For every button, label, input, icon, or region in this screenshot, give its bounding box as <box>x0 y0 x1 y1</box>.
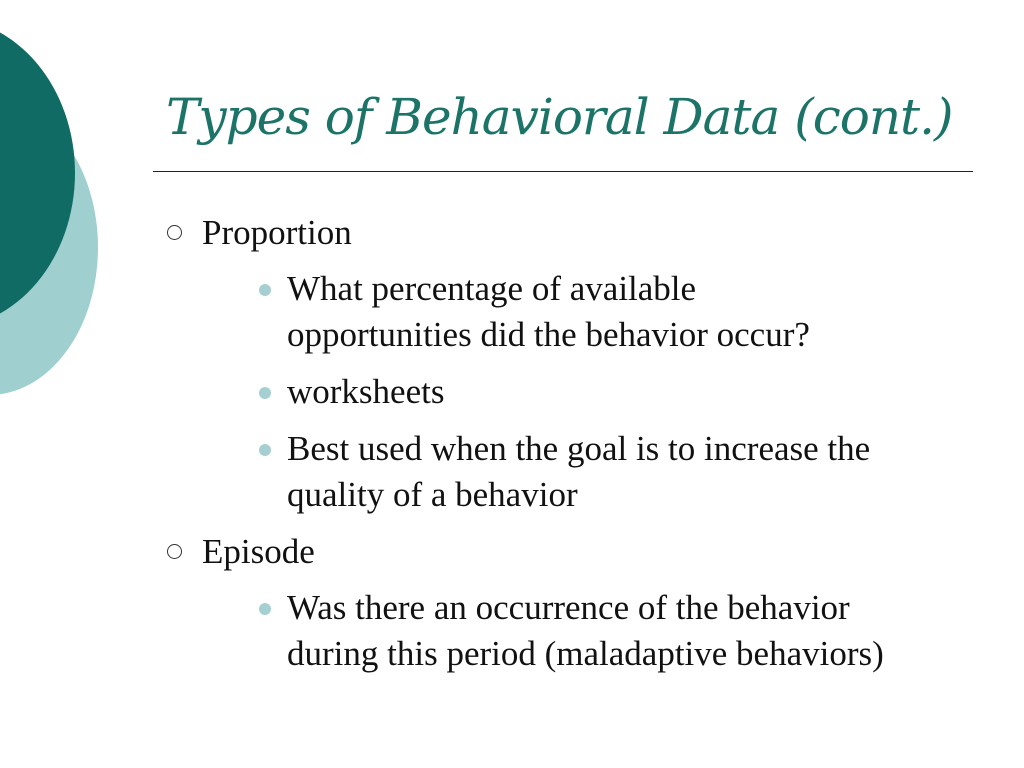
dot-bullet-icon <box>259 284 271 296</box>
sub-list <box>202 266 962 518</box>
list-item-text: during this period (maladaptive behaviors) <box>287 634 884 673</box>
title-divider <box>153 171 973 172</box>
section-heading: Proportion <box>202 213 352 252</box>
section-heading: Episode <box>202 532 315 571</box>
hollow-circle-bullet-icon <box>167 225 182 240</box>
list-item-text: Was there an occurrence of the behavior <box>287 588 850 627</box>
list-item <box>202 369 962 415</box>
list-item-text: Best used when the goal is to increase the <box>287 429 871 468</box>
slide-body <box>162 210 962 688</box>
list-item <box>202 585 962 677</box>
list-item <box>202 426 962 518</box>
dot-bullet-icon <box>259 444 271 456</box>
hollow-circle-bullet-icon <box>167 544 182 559</box>
list-item-text: quality of a behavior <box>287 475 578 514</box>
dot-bullet-icon <box>259 603 271 615</box>
slide-title: Types of Behavioral Data (cont.) <box>166 88 953 146</box>
section-proportion <box>162 210 962 518</box>
section-episode <box>162 529 962 677</box>
sub-list <box>202 585 962 677</box>
list-item-text: worksheets <box>287 372 445 411</box>
list-item-text: What percentage of available <box>287 269 697 308</box>
dot-bullet-icon <box>259 387 271 399</box>
list-item-text: opportunities did the behavior occur? <box>287 315 810 354</box>
list-item <box>202 266 962 358</box>
